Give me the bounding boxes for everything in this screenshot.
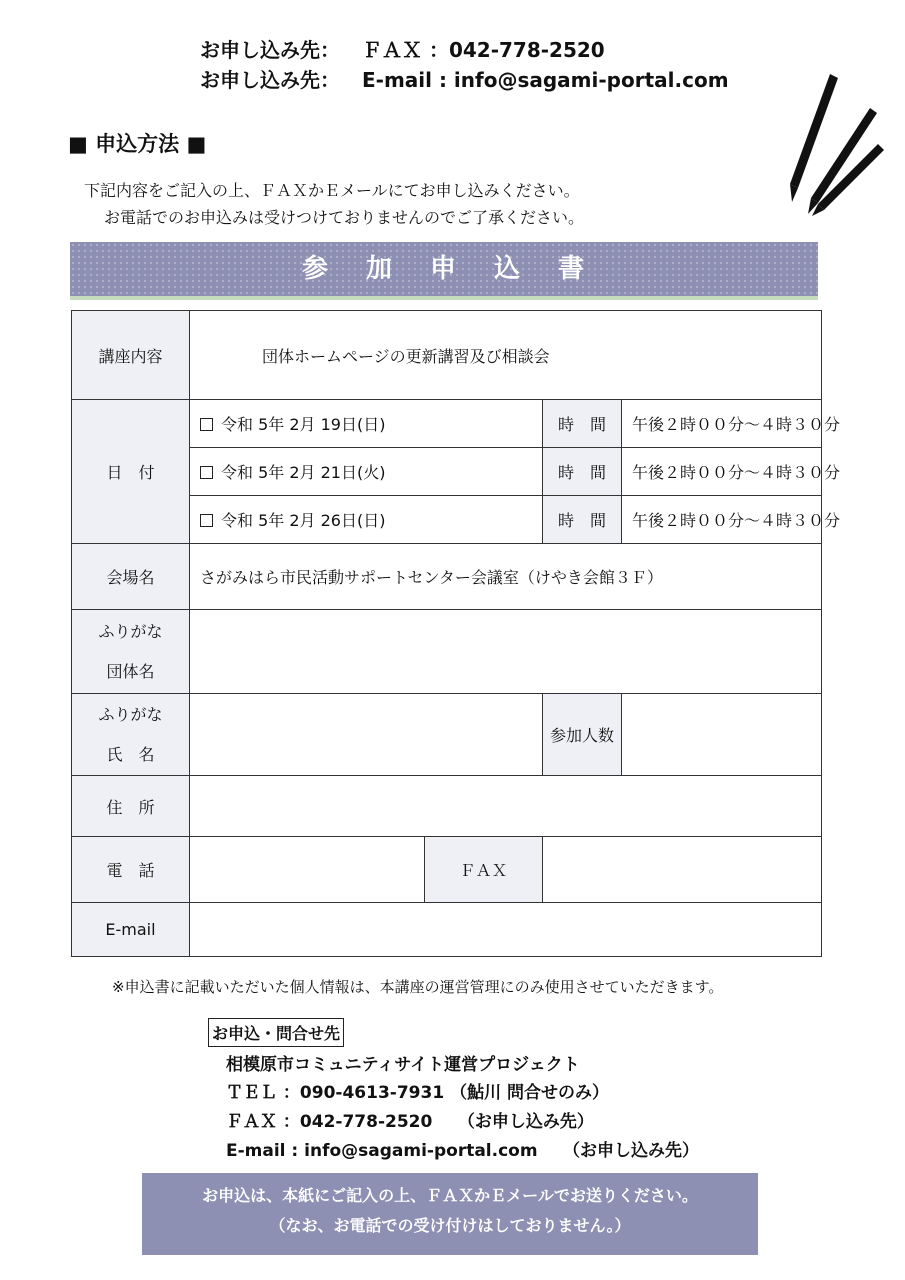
header-fax-value: ＦＡＸ ：042-778-2520 [362,38,605,62]
group-label-cell [72,610,190,694]
venue-row [72,544,822,610]
time-label-1: 時 間 [543,400,622,448]
header-email-label: お申し込み先： [200,68,340,92]
course-value: 団体ホームページの更新講習及び相談会 [190,311,822,400]
footer-line-2: （なお、お電話での受け付けはしておりません。） [269,1216,631,1235]
participants-label: 参加人数 [543,694,622,776]
date-row-1 [72,400,822,448]
date-text-1: 令和 5年 2月 19日(日) [221,415,386,434]
phone-label: 電 話 [72,837,190,903]
name-row [72,694,822,776]
intro-line-2: お電話でのお申込みは受けつけておりませんのでご了承ください。 [104,208,585,227]
date-text-2: 令和 5年 2月 21日(火) [221,463,386,482]
time-label-3: 時 間 [543,496,622,544]
banner-char: 書 [558,254,587,284]
checkbox-icon[interactable] [200,418,213,431]
pens-icon [778,68,888,218]
application-form [71,310,841,957]
banner-char: 込 [494,254,523,284]
date-option-1[interactable] [190,400,543,448]
footer-banner [142,1173,758,1255]
contact-tel: ＴＥＬ ：090-4613-7931 （鮎川 問合せのみ） [226,1083,609,1103]
time-value-2: 午後２時００分～４時３０分 [622,448,822,496]
group-label: 団体名 [106,661,155,681]
phone-field[interactable] [190,837,425,903]
header-fax-row [200,34,605,63]
header-fax-label: お申し込み先： [200,38,340,62]
checkbox-icon[interactable] [200,466,213,479]
address-label: 住 所 [72,776,190,837]
banner-char: 参 [301,254,330,284]
intro-line-1: 下記内容をご記入の上、ＦＡＸかＥメールにてお申し込みください。 [84,181,580,200]
venue-label: 会場名 [72,544,190,610]
group-row [72,610,822,694]
course-label: 講座内容 [72,311,190,400]
time-value-1: 午後２時００分～４時３０分 [622,400,822,448]
venue-value: さがみはら市民活動サポートセンター会議室（けやき会館３Ｆ） [190,544,822,610]
address-field[interactable] [190,776,822,837]
form-title-banner [70,242,818,300]
email-row [72,903,822,957]
group-furigana: ふりがな [98,621,163,641]
header-email-value: E-mail : info@sagami-portal.com [362,68,729,92]
group-name-field[interactable] [190,610,822,694]
phone-row [72,837,822,903]
name-furigana: ふりがな [98,704,163,724]
header-email-row [200,64,729,93]
email-field[interactable] [190,903,822,957]
participants-field[interactable] [622,694,822,776]
address-row [72,776,822,837]
checkbox-icon[interactable] [200,514,213,527]
privacy-note: ※申込書に記載いただいた個人情報は、本講座の運営管理にのみ使用させていただきます。 [112,978,724,996]
fax-label: ＦＡＸ [425,837,543,903]
name-label-cell [72,694,190,776]
contact-email: E-mail : info@sagami-portal.com （お申し込み先） [226,1141,700,1161]
name-label: 氏 名 [106,744,155,764]
contact-heading: お申込・問合せ先 [208,1018,344,1047]
banner-char: 加 [365,254,394,284]
date-option-3[interactable] [190,496,543,544]
contact-fax: ＦＡＸ ：042-778-2520 （お申し込み先） [226,1112,594,1132]
course-row [72,311,822,400]
time-value-3: 午後２時００分～４時３０分 [622,496,822,544]
footer-line-1: お申込は、本紙にご記入の上、ＦＡＸかＥメールでお送りください。 [202,1186,698,1205]
date-option-2[interactable] [190,448,543,496]
date-text-3: 令和 5年 2月 26日(日) [221,511,386,530]
banner-char: 申 [429,254,458,284]
time-label-2: 時 間 [543,448,622,496]
section-title: ■ 申込方法 ■ [68,132,207,156]
date-label: 日 付 [72,400,190,544]
name-field[interactable] [190,694,543,776]
fax-field[interactable] [543,837,822,903]
contact-org: 相模原市コミュニティサイト運営プロジェクト [226,1055,580,1075]
email-label: E-mail [72,903,190,957]
